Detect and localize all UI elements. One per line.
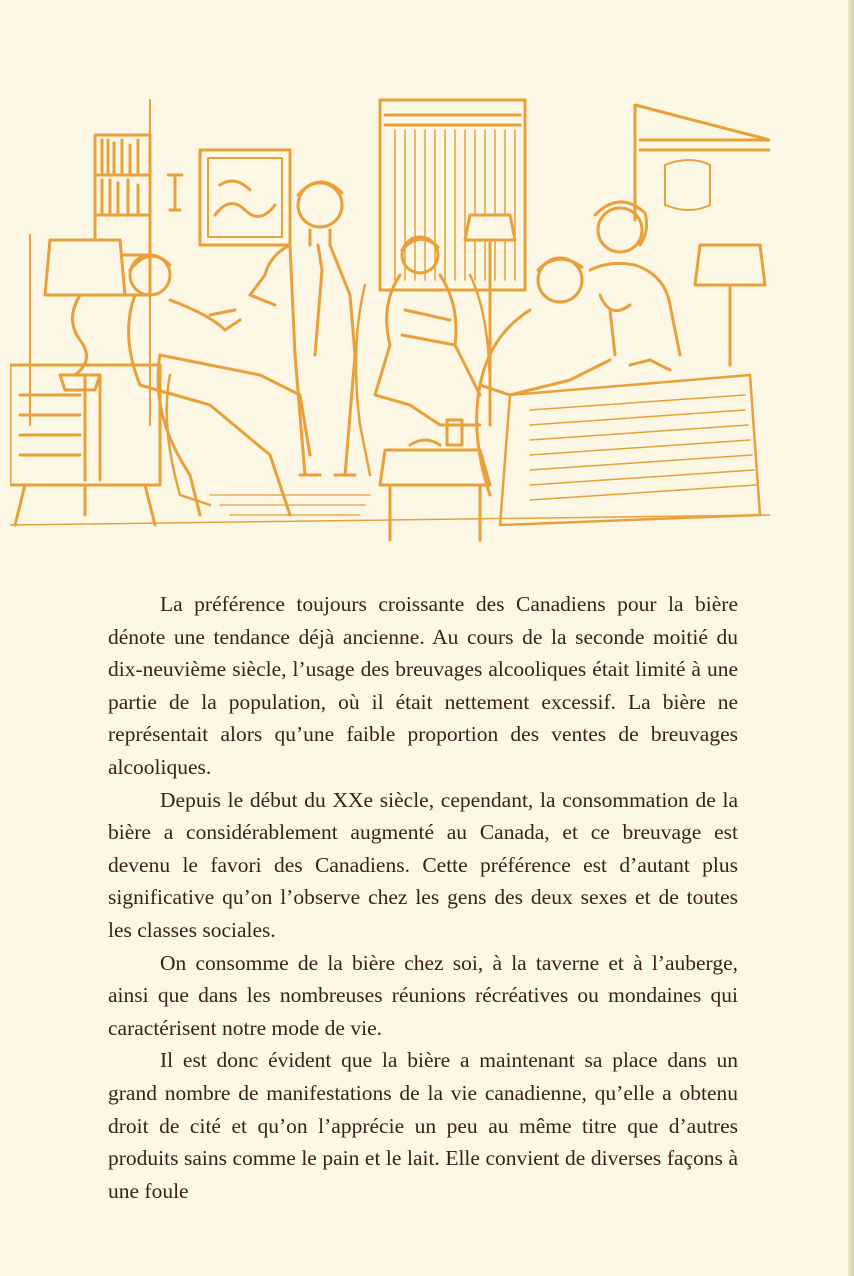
- page-edge: [848, 0, 854, 1276]
- paragraph-4: Il est donc évident que la bière a maintenant sa place dans un grand nombre de manifestations de la vie canadienne, qu’elle a obtenu droit de cité et qu’on l’apprécie un peu au même titre que d’autres produits sains comme le pain et le lait. Elle convient de diverses façons à une foule: [108, 1048, 738, 1203]
- paragraph-2: Depuis le début du XXe siècle, cependant, la consommation de la bière a considérablement augmenté au Canada, et ce breuvage est devenu le favori des Canadiens. Cette préférence est d’autant plus significative qu’on l’observe chez les gens des deux sexes et de toutes les classes sociales.: [108, 787, 738, 942]
- coffee-table-icon: [380, 420, 490, 540]
- standing-man-icon: [250, 182, 355, 475]
- body-text: [108, 588, 738, 1207]
- seated-man-right-icon: [477, 258, 610, 495]
- standing-woman-right-icon: [590, 202, 680, 370]
- living-room-gathering-illustration: [10, 95, 770, 545]
- table-lamp-icon: [45, 240, 125, 390]
- sofa-icon: [500, 375, 760, 525]
- paragraph-3: On consomme de la bière chez soi, à la taverne et à l’auberge, ainsi que dans les nombreuses réunions récréatives ou mondaines qui caractérisent notre mode de vie.: [108, 950, 738, 1040]
- framed-painting-icon: [200, 150, 290, 245]
- sideboard-icon: [10, 365, 160, 525]
- seated-man-left-icon: [129, 255, 310, 515]
- paragraph-1: La préférence toujours croissante des Canadiens pour la bière dénote une tendance déjà ancienne. Au cours de la seconde moitié du dix-neuvième siècle, l’usage des breuvages alcooliques était limité à une partie de la population, où il était nettement excessif. La bière ne représentait alors qu’une faible proportion des ventes de breuvages alcooliques.: [108, 592, 738, 779]
